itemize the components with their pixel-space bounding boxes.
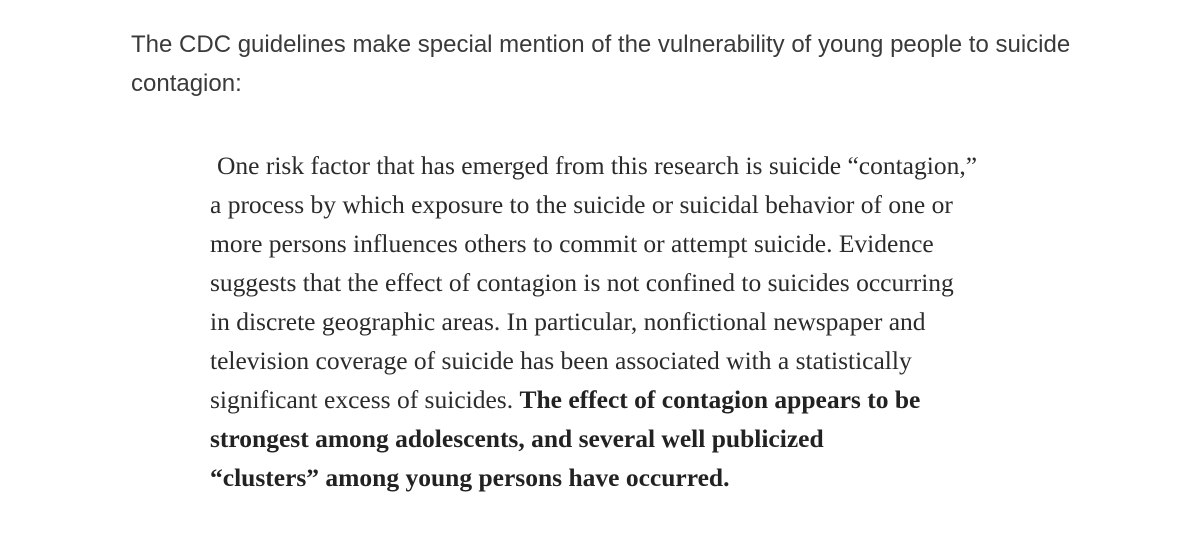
quote-line: television coverage of suicide has been associated with a statistically	[210, 346, 912, 375]
quote-line-mixed	[210, 380, 1110, 419]
quote-emphasis: The effect of contagion appears to be	[519, 385, 921, 414]
intro-line: The CDC guidelines make special mention of the vulnerability of young people to suicide	[131, 31, 1071, 58]
intro-paragraph	[131, 25, 1131, 103]
quote-line: suggests that the effect of contagion is not confined to suicides occurring	[210, 268, 954, 297]
cdc-quote-blockquote	[210, 146, 1110, 497]
quote-plain-text: significant excess of suicides.	[210, 385, 520, 414]
quote-emphasis-line: strongest among adolescents, and several well publicized	[210, 424, 824, 453]
quote-line: One risk factor that has emerged from this research is suicide “contagion,”	[217, 151, 978, 180]
quote-line: more persons influences others to commit or attempt suicide. Evidence	[210, 229, 934, 258]
quote-line: a process by which exposure to the suicide or suicidal behavior of one or	[210, 190, 953, 219]
intro-line: contagion:	[131, 70, 242, 97]
quote-line: in discrete geographic areas. In particular, nonfictional newspaper and	[210, 307, 926, 336]
quote-emphasis-line: “clusters” among young persons have occurred.	[210, 463, 730, 492]
